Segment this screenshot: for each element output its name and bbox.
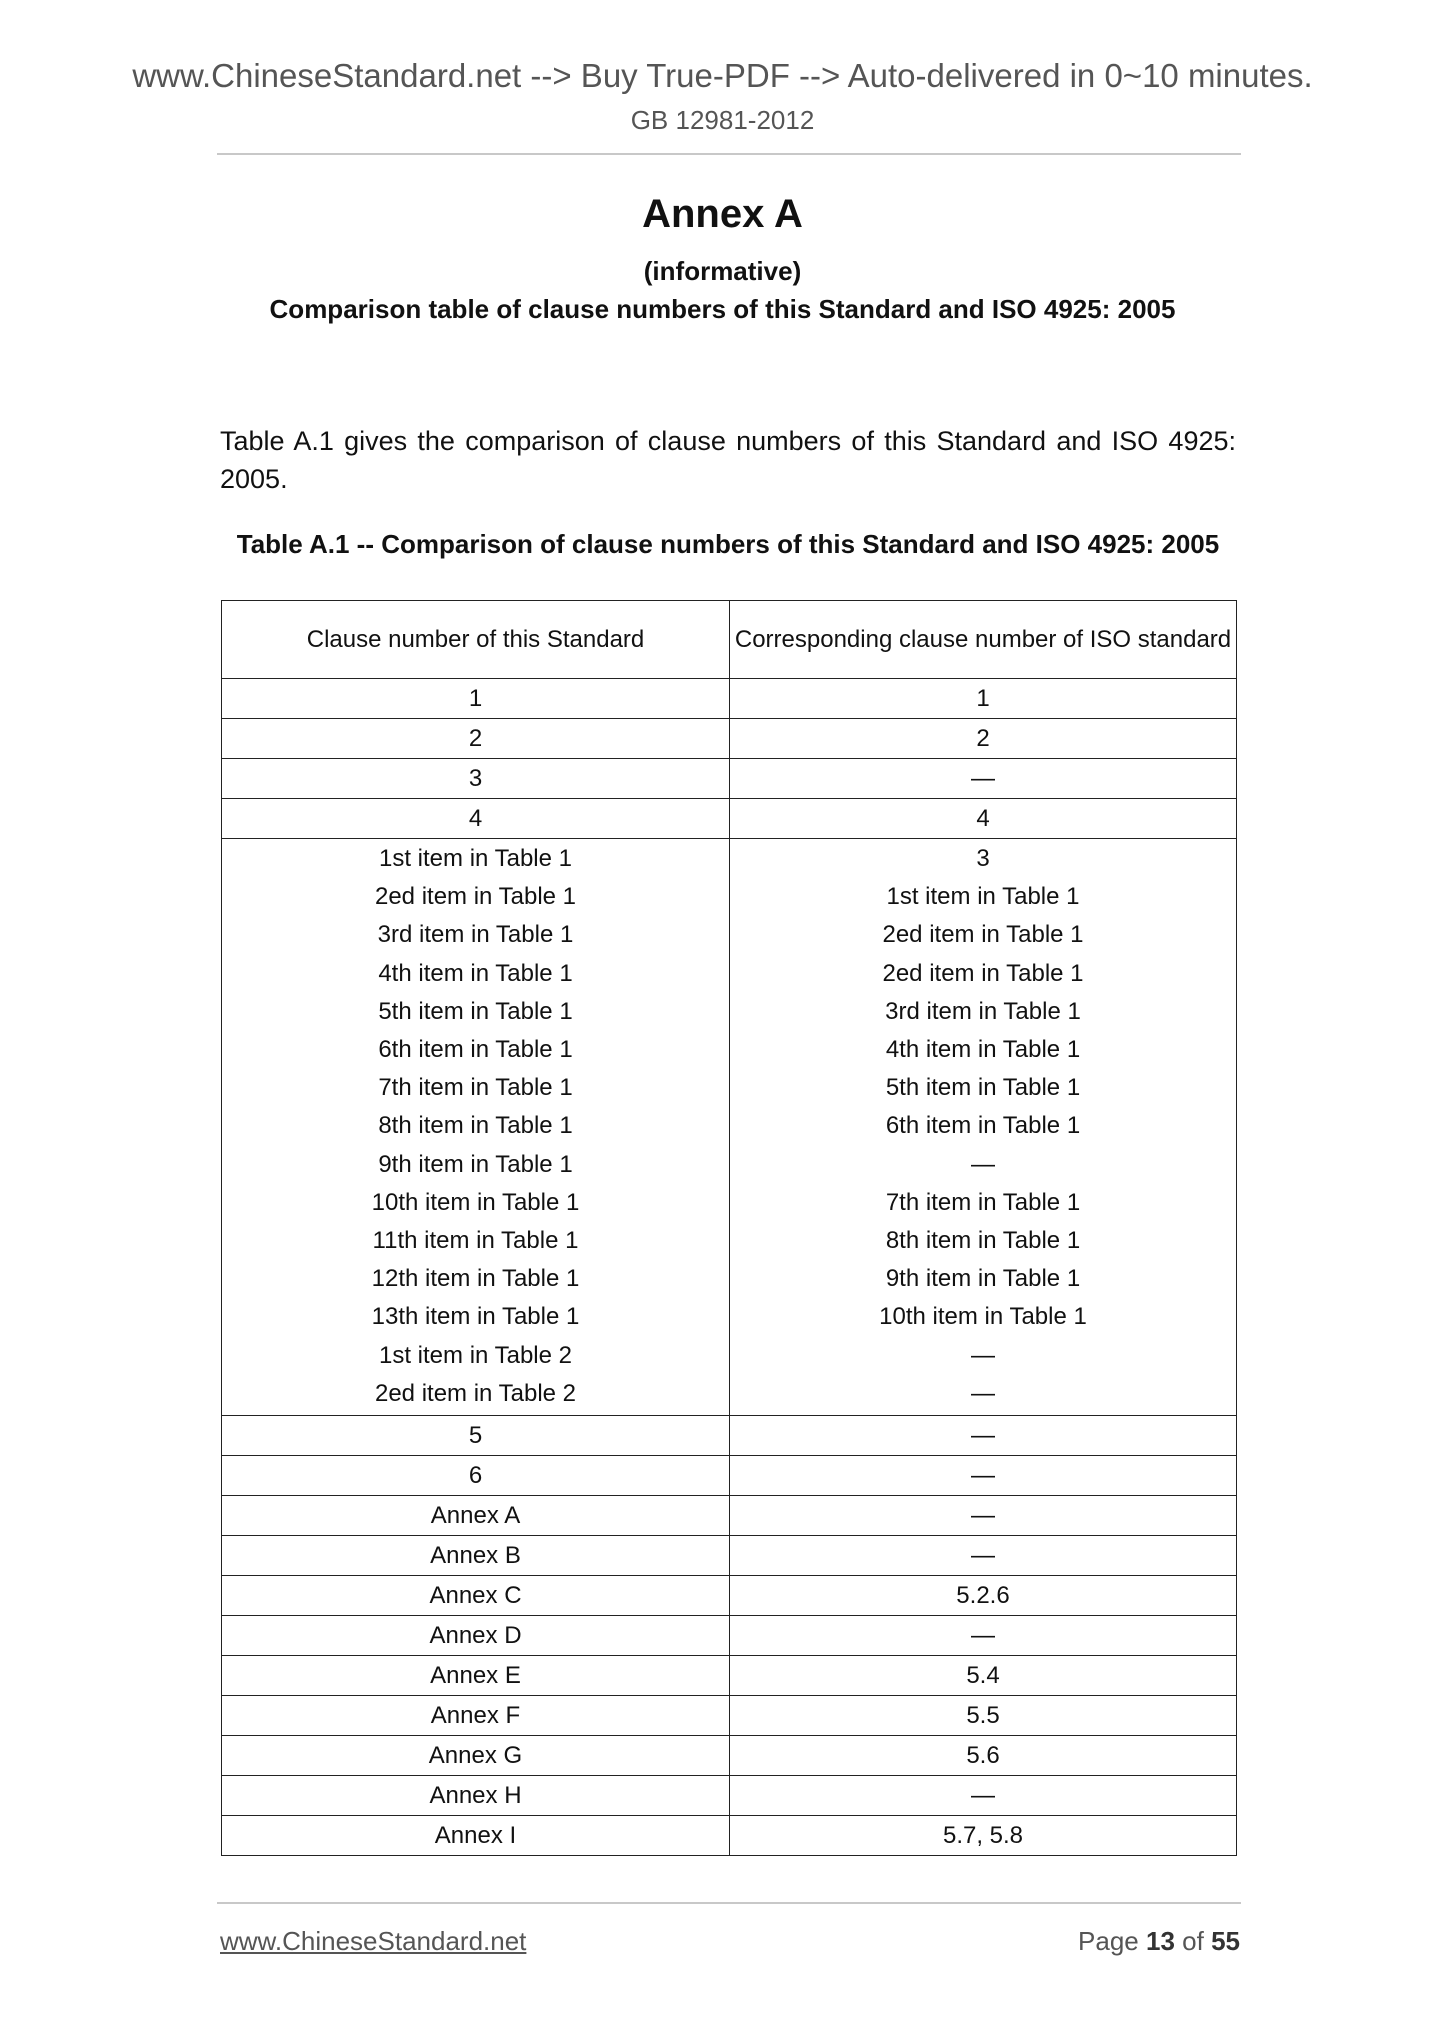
group-item: 2ed item in Table 1 — [882, 959, 1084, 987]
cell-iso: — — [730, 1776, 1237, 1816]
group-item: 9th item in Table 1 — [378, 1150, 573, 1178]
cell-iso: 5.5 — [730, 1696, 1237, 1736]
cell-standard: 1 — [222, 679, 730, 719]
cell-iso: 5.6 — [730, 1736, 1237, 1776]
group-item: 8th item in Table 1 — [378, 1112, 573, 1140]
group-item: 2ed item in Table 2 — [374, 1379, 577, 1407]
group-item: 1st item in Table 1 — [886, 883, 1080, 911]
group-item: 7th item in Table 1 — [885, 1188, 1081, 1216]
annex-caption: Comparison table of clause numbers of this Standard and ISO 4925: 2005 — [269, 294, 1176, 324]
table-row — [222, 719, 1237, 759]
cell-iso: — — [730, 759, 1237, 799]
cell-iso: 2 — [730, 719, 1237, 759]
group-item: 2ed item in Table 1 — [374, 883, 577, 911]
cell-iso: 4 — [730, 799, 1237, 839]
group-item: 3rd item in Table 1 — [885, 997, 1081, 1025]
page-total: 55 — [1211, 1926, 1240, 1956]
group-item: 7th item in Table 1 — [378, 1074, 573, 1102]
table-row — [222, 1496, 1237, 1536]
intro-paragraph: Table A.1 gives the comparison of clause numbers of this Standard and ISO 4925: 2005. — [220, 426, 1236, 494]
group-item: — — [971, 1379, 995, 1407]
site-link[interactable]: www.ChineseStandard.net — [220, 1926, 527, 1956]
page-current: 13 — [1146, 1926, 1175, 1956]
table-row — [222, 799, 1237, 839]
group-item: 4th item in Table 1 — [885, 1036, 1081, 1064]
cell-standard: Annex B — [222, 1536, 730, 1576]
cell-standard: Annex I — [222, 1816, 730, 1856]
header-cell-iso: Corresponding clause number of ISO standard — [730, 601, 1237, 679]
cell-iso: — — [730, 1616, 1237, 1656]
cell-standard: Annex H — [222, 1776, 730, 1816]
table-row — [222, 759, 1237, 799]
cell-standard: 4 — [222, 799, 730, 839]
group-item: 13th item in Table 1 — [371, 1303, 580, 1331]
cell-iso: — — [730, 1456, 1237, 1496]
annex-title: Annex A — [642, 192, 803, 236]
header-banner: www.ChineseStandard.net --> Buy True-PDF --> Auto-delivered in 0~10 minutes. — [132, 57, 1313, 94]
group-item: 5th item in Table 1 — [378, 997, 573, 1025]
cell-standard: 5 — [222, 1416, 730, 1456]
group-item: — — [971, 1150, 995, 1178]
table-row — [222, 1456, 1237, 1496]
cell-standard: Annex D — [222, 1616, 730, 1656]
header-cell-standard: Clause number of this Standard — [222, 601, 730, 679]
page-of: of — [1182, 1926, 1204, 1956]
cell-standard: Annex E — [222, 1656, 730, 1696]
cell-standard: Annex G — [222, 1736, 730, 1776]
table-row — [222, 1536, 1237, 1576]
table-row — [222, 679, 1237, 719]
cell-iso: — — [730, 1416, 1237, 1456]
table-row — [222, 1656, 1237, 1696]
cell-standard: Annex F — [222, 1696, 730, 1736]
footer-divider — [217, 1902, 1241, 1904]
group-item: 10th item in Table 1 — [879, 1303, 1087, 1331]
table-caption: Table A.1 -- Comparison of clause numbers of this Standard and ISO 4925: 2005 — [236, 529, 1220, 559]
group-item: 1st item in Table 2 — [379, 1341, 572, 1369]
group-cell-iso — [730, 839, 1237, 1416]
group-item: 6th item in Table 1 — [378, 1036, 573, 1064]
cell-iso: 5.2.6 — [730, 1576, 1237, 1616]
cell-iso: 5.4 — [730, 1656, 1237, 1696]
group-item: 1st item in Table 1 — [379, 845, 572, 872]
cell-iso: — — [730, 1496, 1237, 1536]
group-cell-standard — [222, 839, 730, 1416]
group-item: 3rd item in Table 1 — [377, 921, 574, 949]
group-item: 9th item in Table 1 — [885, 1265, 1081, 1293]
cell-standard: Annex A — [222, 1496, 730, 1536]
table-row — [222, 1736, 1237, 1776]
table-row — [222, 1576, 1237, 1616]
group-item: 12th item in Table 1 — [371, 1265, 580, 1293]
table-header-row — [222, 601, 1237, 679]
table-row — [222, 1816, 1237, 1856]
group-item: 10th item in Table 1 — [371, 1188, 580, 1216]
comparison-table — [221, 600, 1237, 1856]
group-item: 5th item in Table 1 — [885, 1074, 1081, 1102]
page-indicator — [1078, 1924, 1240, 1958]
group-item: — — [971, 1341, 995, 1369]
table-row — [222, 1696, 1237, 1736]
table-row — [222, 1416, 1237, 1456]
group-item: 8th item in Table 1 — [885, 1227, 1081, 1255]
cell-standard: 6 — [222, 1456, 730, 1496]
table-row — [222, 1616, 1237, 1656]
table-row — [222, 1776, 1237, 1816]
cell-standard: 3 — [222, 759, 730, 799]
standard-id: GB 12981-2012 — [630, 105, 815, 135]
cell-iso: 5.7, 5.8 — [730, 1816, 1237, 1856]
group-item: 6th item in Table 1 — [885, 1112, 1081, 1140]
group-item: 2ed item in Table 1 — [882, 921, 1084, 949]
page-prefix: Page — [1078, 1926, 1139, 1956]
group-item: 3 — [976, 845, 990, 872]
annex-subtitle: (informative) — [643, 256, 802, 286]
group-item: 11th item in Table 1 — [372, 1227, 579, 1255]
cell-iso: — — [730, 1536, 1237, 1576]
group-item: 4th item in Table 1 — [378, 959, 573, 987]
cell-iso: 1 — [730, 679, 1237, 719]
header-divider — [217, 153, 1241, 155]
cell-standard: 2 — [222, 719, 730, 759]
table-group-row — [222, 839, 1237, 1416]
cell-standard: Annex C — [222, 1576, 730, 1616]
